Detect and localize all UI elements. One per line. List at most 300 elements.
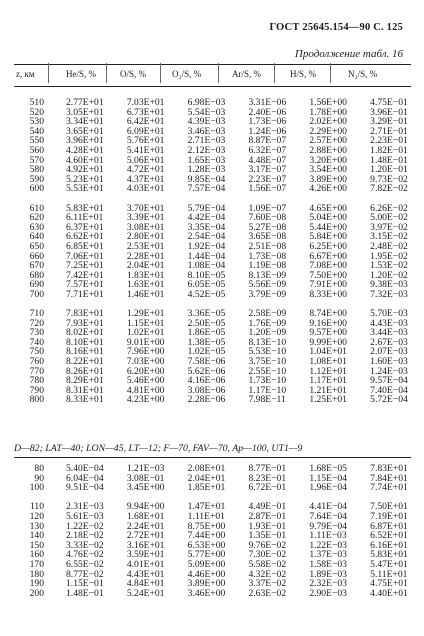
altitude-cell: 130 — [29, 521, 44, 532]
altitude-cell: 790 — [29, 385, 44, 396]
value-cell: 8.10E−05 — [187, 270, 226, 281]
value-cell: 8.13E−09 — [248, 270, 287, 281]
value-cell: 3.70E+01 — [126, 203, 165, 214]
value-cell: 8.22E+01 — [66, 357, 104, 367]
value-cell: 5.47E+01 — [370, 559, 408, 570]
value-cell: 1.09E−07 — [248, 203, 287, 214]
value-cell: 1.44E−04 — [187, 251, 226, 262]
value-cell: 6.04E−04 — [66, 473, 104, 484]
value-cell: 6.20E+00 — [126, 366, 165, 377]
altitude-cell: 770 — [29, 366, 44, 377]
value-cell: 4.28E+01 — [66, 145, 104, 156]
value-cell: 8.16E+01 — [66, 347, 104, 358]
column-header: H/S, % — [290, 69, 317, 79]
value-cell: 9.94E+00 — [126, 502, 165, 512]
value-cell: 1.76E−09 — [248, 318, 287, 329]
value-cell: 1.95E−02 — [370, 251, 408, 262]
table-row — [14, 309, 411, 319]
value-cell: 2.23E−07 — [248, 174, 287, 185]
altitude-cell: 100 — [29, 483, 44, 493]
value-cell: 2.54E−04 — [187, 232, 226, 242]
value-cell: 2.24E+01 — [126, 521, 165, 532]
value-cell: 5.83E+01 — [370, 550, 408, 560]
table-row — [14, 550, 411, 560]
value-cell: 1.04E+01 — [309, 347, 347, 358]
value-cell: 7.57E+01 — [66, 280, 104, 290]
altitude-cell: 610 — [29, 203, 44, 214]
table-row — [14, 108, 411, 118]
table-row — [14, 483, 411, 493]
altitude-cell: 550 — [29, 136, 44, 146]
value-cell: 7.83E+01 — [370, 464, 408, 474]
table-row — [14, 474, 411, 484]
value-cell: 6.25E+00 — [309, 241, 347, 252]
value-cell: 4.81E+00 — [126, 385, 165, 396]
value-cell: 2.87E−01 — [248, 511, 287, 522]
altitude-cell: 160 — [29, 550, 44, 560]
value-cell: 3.17E−07 — [248, 165, 287, 175]
value-cell: 4.84E+01 — [126, 579, 165, 589]
value-cell: 1.24E−03 — [370, 366, 408, 377]
table-row — [14, 376, 411, 386]
table-row — [14, 280, 411, 290]
value-cell: 7.40E−04 — [370, 385, 408, 396]
altitude-cell: 760 — [29, 357, 44, 367]
value-cell: 4.01E+01 — [126, 559, 165, 570]
value-cell: 7.71E+01 — [66, 289, 104, 300]
altitude-cell: 670 — [29, 261, 44, 271]
value-cell: 1.11E−03 — [309, 531, 347, 541]
value-cell: 5.53E+01 — [66, 184, 104, 194]
value-cell: 1.08E+01 — [309, 357, 347, 367]
value-cell: 1.56E−07 — [248, 184, 287, 194]
value-cell: 6.32E−07 — [248, 145, 287, 156]
value-cell: 7.42E+01 — [66, 270, 104, 281]
value-cell: 7.08E+00 — [309, 261, 347, 271]
value-cell: 3.37E−02 — [248, 579, 287, 589]
value-cell: 8.33E+01 — [66, 395, 104, 405]
value-cell: 4.60E+01 — [66, 155, 104, 166]
value-cell: 5.00E−02 — [370, 213, 408, 223]
value-cell: 5.72E−04 — [370, 395, 408, 405]
value-cell: 2.88E+00 — [309, 145, 347, 156]
value-cell: 8.31E+01 — [66, 385, 104, 396]
altitude-cell: 800 — [29, 395, 44, 405]
value-cell: 2.67E−03 — [370, 337, 408, 348]
value-cell: 6.26E−02 — [370, 203, 408, 214]
value-cell: 5.40E−04 — [66, 464, 104, 474]
value-cell: 1.53E−02 — [370, 261, 408, 271]
table-row — [14, 502, 411, 512]
value-cell: 5.44E+00 — [309, 222, 347, 233]
table-row — [14, 242, 411, 252]
table-row — [14, 589, 411, 599]
value-cell: 9.99E+00 — [309, 337, 347, 348]
value-cell: 3.65E+01 — [66, 126, 104, 137]
table-row — [14, 319, 411, 329]
value-cell: 4.76E−02 — [66, 550, 104, 560]
value-cell: 3.08E−06 — [187, 385, 226, 396]
value-cell: 1.02E−05 — [187, 347, 226, 358]
value-cell: 5.54E−03 — [187, 107, 226, 118]
value-cell: 1.19E−08 — [248, 261, 287, 271]
value-cell: 1.58E−03 — [309, 559, 347, 570]
value-cell: 5.11E+01 — [370, 569, 408, 580]
table-row — [14, 213, 411, 223]
altitude-cell: 650 — [29, 241, 44, 252]
value-cell: 1.28E−03 — [187, 165, 226, 175]
value-cell: 7.57E−04 — [187, 184, 226, 194]
value-cell: 9.38E−03 — [370, 280, 408, 290]
value-cell: 1.25E+01 — [309, 395, 347, 405]
value-cell: 7.50E+01 — [370, 502, 408, 512]
value-cell: 1.82E−01 — [370, 145, 408, 156]
value-cell: 3.44E−03 — [370, 328, 408, 338]
table-row — [14, 328, 411, 338]
value-cell: 1.21E−03 — [126, 464, 165, 474]
value-cell: 3.46E−03 — [187, 126, 226, 137]
value-cell: 4.52E−05 — [187, 289, 226, 300]
table-row — [14, 184, 411, 194]
value-cell: 4.23E+00 — [126, 395, 165, 405]
value-cell: 2.51E−08 — [248, 241, 287, 252]
value-cell: 7.32E−03 — [370, 289, 408, 300]
value-cell: 1.92E−04 — [187, 241, 226, 252]
value-cell: 2.23E−01 — [370, 136, 408, 146]
column-header-row — [14, 69, 411, 83]
altitude-cell: 510 — [29, 98, 44, 108]
value-cell: 6.53E+00 — [187, 540, 226, 551]
altitude-cell: 180 — [29, 569, 44, 580]
model-parameters-line: D—82; LAT—40; LON—45, LT—12; F—70, FAV—70, Ap—100, UT1—9 — [14, 443, 303, 454]
value-cell: 2.80E+01 — [126, 232, 165, 242]
value-cell: 6.67E+00 — [309, 251, 347, 262]
table-row — [14, 522, 411, 532]
value-cell: 1.85E+01 — [187, 483, 226, 493]
value-cell: 3.08E−01 — [126, 473, 165, 484]
value-cell: 3.34E+01 — [66, 117, 104, 127]
value-cell: 2.02E+00 — [309, 117, 347, 127]
value-cell: 8.13E−10 — [248, 337, 287, 348]
value-cell: 8.75E+00 — [187, 521, 226, 532]
value-cell: 5.24E+01 — [126, 588, 165, 599]
table-row — [14, 560, 411, 570]
value-cell: 2.32E−03 — [309, 579, 347, 589]
value-cell: 7.98E−11 — [248, 395, 286, 405]
altitude-cell: 750 — [29, 347, 44, 358]
value-cell: 2.18E−02 — [66, 531, 104, 541]
value-cell: 6.52E+01 — [370, 531, 408, 541]
value-cell: 5.77E+00 — [187, 550, 226, 560]
altitude-cell: 580 — [29, 165, 44, 175]
value-cell: 2.50E−05 — [187, 318, 226, 329]
value-cell: 7.30E−02 — [248, 550, 287, 560]
table-row — [14, 136, 411, 146]
altitude-cell: 530 — [29, 117, 44, 127]
value-cell: 5.53E−10 — [248, 347, 287, 358]
value-cell: 1.86E−05 — [187, 328, 226, 338]
second-section-top-rule — [14, 457, 411, 458]
value-cell: 4.32E−02 — [248, 569, 287, 580]
value-cell: 6.85E+01 — [66, 241, 104, 252]
value-cell: 4.03E+01 — [126, 184, 165, 194]
value-cell: 4.41E−04 — [309, 502, 347, 512]
value-cell: 2.40E−06 — [248, 107, 287, 118]
table-row — [14, 512, 411, 522]
value-cell: 2.71E−01 — [370, 126, 408, 137]
altitude-cell: 640 — [29, 232, 44, 242]
value-cell: 4.75E+01 — [370, 579, 408, 589]
altitude-cell: 80 — [34, 464, 44, 474]
page-header: ГОСТ 25645.154—90 С. 125 — [269, 22, 403, 33]
value-cell: 4.75E−01 — [370, 98, 408, 108]
value-cell: 5.61E−03 — [66, 511, 104, 522]
altitude-cell: 110 — [29, 502, 44, 512]
value-cell: 8.77E−02 — [66, 569, 104, 580]
table-row — [14, 223, 411, 233]
value-cell: 6.05E−05 — [187, 280, 226, 290]
value-cell: 9.73E−02 — [370, 174, 408, 185]
value-cell: 3.15E−02 — [370, 232, 408, 242]
value-cell: 2.28E+01 — [126, 251, 165, 262]
value-cell: 4.39E−03 — [187, 117, 226, 127]
value-cell: 4.37E+01 — [126, 174, 165, 185]
data-table-80-200 — [14, 464, 411, 598]
value-cell: 7.50E+00 — [309, 270, 347, 281]
altitude-cell: 560 — [29, 145, 44, 156]
value-cell: 6.72E−01 — [248, 483, 287, 493]
value-cell: 3.89E+00 — [309, 174, 347, 185]
value-cell: 7.44E+00 — [187, 531, 226, 541]
value-cell: 5.76E+01 — [126, 136, 165, 146]
table-continuation-label: Продолжение табл. 16 — [294, 48, 403, 60]
value-cell: 3.20E+00 — [309, 155, 347, 166]
value-cell: 1.96E−04 — [309, 483, 347, 493]
value-cell: 6.09E+01 — [126, 126, 165, 137]
table-row — [14, 464, 411, 474]
value-cell: 8.26E+01 — [66, 366, 104, 377]
value-cell: 9.01E+00 — [126, 337, 165, 348]
value-cell: 1.17E−10 — [248, 385, 287, 396]
value-cell: 2.07E−03 — [370, 347, 408, 358]
value-cell: 3.96E−01 — [370, 107, 408, 118]
value-cell: 4.48E−07 — [248, 155, 287, 166]
header-bottom-rule — [14, 86, 411, 87]
value-cell: 2.48E−02 — [370, 241, 408, 252]
altitude-cell: 620 — [29, 213, 44, 223]
value-cell: 1.29E+01 — [126, 309, 165, 319]
value-cell: 2.72E+01 — [126, 531, 165, 541]
value-cell: 5.09E+00 — [187, 559, 226, 570]
column-header: Ar/S, % — [232, 69, 261, 79]
value-cell: 9.57E−04 — [370, 376, 408, 386]
value-cell: 6.37E+01 — [66, 222, 104, 233]
value-cell: 3.59E+01 — [126, 550, 165, 560]
altitude-cell: 700 — [29, 289, 44, 300]
table-row — [14, 252, 411, 262]
value-cell: 4.49E−01 — [248, 502, 287, 512]
table-row — [14, 232, 411, 242]
altitude-cell: 690 — [29, 280, 44, 290]
value-cell: 2.28E−06 — [187, 395, 226, 405]
value-cell: 7.03E+01 — [126, 98, 165, 108]
value-cell: 1.47E+01 — [187, 502, 226, 512]
value-cell: 7.84E+01 — [370, 473, 408, 484]
value-cell: 1.78E+00 — [309, 107, 347, 118]
value-cell: 1.15E−01 — [66, 579, 104, 589]
value-cell: 2.77E+01 — [66, 98, 104, 108]
value-cell: 9.51E−04 — [66, 483, 104, 493]
value-cell: 7.06E+01 — [66, 251, 104, 262]
table-row — [14, 261, 411, 271]
altitude-cell: 720 — [29, 318, 44, 329]
altitude-cell: 570 — [29, 155, 44, 166]
altitude-cell: 680 — [29, 270, 44, 281]
value-cell: 3.89E+00 — [187, 579, 226, 589]
value-cell: 2.29E+00 — [309, 126, 347, 137]
value-cell: 3.39E+01 — [126, 213, 165, 223]
table-row — [14, 570, 411, 580]
value-cell: 4.16E−06 — [187, 376, 226, 386]
value-cell: 1.60E−03 — [370, 357, 408, 367]
altitude-cell: 120 — [29, 511, 44, 522]
value-cell: 3.75E−10 — [248, 357, 287, 367]
value-cell: 7.60E−08 — [248, 213, 287, 223]
value-cell: 4.92E+01 — [66, 165, 104, 175]
value-cell: 2.04E+01 — [187, 473, 226, 484]
value-cell: 3.16E+01 — [126, 540, 165, 551]
value-cell: 1.65E−03 — [187, 155, 226, 166]
value-cell: 3.54E+00 — [309, 165, 347, 175]
value-cell: 6.11E+01 — [66, 213, 104, 223]
altitude-cell: 780 — [29, 376, 44, 386]
value-cell: 5.58E−02 — [248, 559, 287, 570]
value-cell: 3.79E−09 — [248, 289, 287, 300]
value-cell: 1.12E+01 — [309, 366, 347, 377]
value-cell: 4.72E+01 — [126, 165, 165, 175]
value-cell: 6.62E+01 — [66, 232, 104, 242]
value-cell: 2.71E−03 — [187, 136, 226, 146]
value-cell: 4.42E−04 — [187, 213, 226, 223]
value-cell: 7.83E+01 — [66, 309, 104, 319]
value-cell: 1.48E−01 — [370, 155, 408, 166]
value-cell: 2.31E−03 — [66, 502, 104, 512]
block-spacer — [14, 194, 411, 204]
table-row — [14, 117, 411, 127]
column-header: O/S, % — [120, 69, 147, 79]
value-cell: 1.15E−04 — [309, 473, 347, 484]
value-cell: 1.89E−03 — [309, 569, 347, 580]
value-cell: 9.16E+00 — [309, 318, 347, 329]
value-cell: 2.58E−09 — [248, 309, 287, 319]
value-cell: 8.87E−07 — [248, 136, 287, 146]
value-cell: 8.77E−01 — [248, 464, 287, 474]
value-cell: 1.37E−03 — [309, 550, 347, 560]
value-cell: 9.79E−04 — [309, 521, 347, 532]
altitude-cell: 710 — [29, 309, 44, 319]
value-cell: 7.82E−02 — [370, 184, 408, 194]
value-cell: 6.98E−03 — [187, 98, 226, 108]
value-cell: 5.70E−03 — [370, 309, 408, 319]
column-header: O₂/S, % — [172, 69, 202, 79]
value-cell: 8.10E+01 — [66, 337, 104, 348]
value-cell: 7.58E−06 — [187, 357, 226, 367]
value-cell: 1.68E+01 — [126, 511, 165, 522]
value-cell: 7.74E+01 — [370, 483, 408, 493]
value-cell: 1.11E+01 — [187, 511, 225, 522]
altitude-cell: 520 — [29, 107, 44, 118]
table-row — [14, 98, 411, 108]
value-cell: 1.22E−03 — [309, 540, 347, 551]
value-cell: 2.57E+00 — [309, 136, 347, 146]
table-row — [14, 204, 411, 214]
value-cell: 3.31E−06 — [248, 98, 287, 108]
altitude-cell: 660 — [29, 251, 44, 262]
value-cell: 3.29E−01 — [370, 117, 408, 127]
value-cell: 5.46E+00 — [126, 376, 165, 386]
block-spacer — [14, 493, 411, 503]
value-cell: 8.23E−01 — [248, 473, 287, 484]
altitude-cell: 740 — [29, 337, 44, 348]
table-row — [14, 338, 411, 348]
value-cell: 1.68E−05 — [309, 464, 347, 474]
value-cell: 1.21E+01 — [309, 385, 347, 396]
value-cell: 1.93E−01 — [248, 521, 287, 532]
value-cell: 1.73E−06 — [248, 117, 287, 127]
table-row — [14, 386, 411, 396]
table-row — [14, 395, 411, 405]
value-cell: 9.57E+00 — [309, 328, 347, 338]
table-row — [14, 357, 411, 367]
value-cell: 6.73E+01 — [126, 107, 165, 118]
value-cell: 1.24E−06 — [248, 126, 287, 137]
table-row — [14, 347, 411, 357]
value-cell: 1.20E−01 — [370, 165, 408, 175]
value-cell: 3.05E+01 — [66, 107, 104, 118]
value-cell: 4.46E+00 — [187, 569, 226, 580]
value-cell: 8.29E+01 — [66, 376, 104, 386]
value-cell: 7.25E+01 — [66, 261, 104, 271]
column-header: He/S, % — [66, 69, 96, 79]
table-row — [14, 156, 411, 166]
value-cell: 5.06E+01 — [126, 155, 165, 166]
value-cell: 3.45E+00 — [126, 483, 165, 493]
value-cell: 5.23E+01 — [66, 174, 104, 185]
value-cell: 5.56E−09 — [248, 280, 287, 290]
altitude-cell: 90 — [34, 473, 44, 484]
value-cell: 1.20E−02 — [370, 270, 408, 281]
column-header: N₂/S, % — [348, 69, 378, 79]
altitude-cell: 630 — [29, 222, 44, 233]
value-cell: 5.79E−04 — [187, 203, 226, 214]
table-row — [14, 165, 411, 175]
table-row — [14, 290, 411, 300]
altitude-cell: 170 — [29, 559, 44, 570]
table-row — [14, 579, 411, 589]
value-cell: 1.63E+01 — [126, 280, 165, 290]
table-row — [14, 271, 411, 281]
value-cell: 2.12E−03 — [187, 145, 226, 156]
altitude-cell: 150 — [29, 540, 44, 551]
value-cell: 6.87E+01 — [370, 521, 408, 532]
table-row — [14, 531, 411, 541]
value-cell: 4.65E+00 — [309, 203, 347, 214]
altitude-cell: 190 — [29, 579, 44, 589]
altitude-cell: 590 — [29, 174, 44, 185]
value-cell: 1.73E−08 — [248, 251, 287, 262]
altitude-cell: 140 — [29, 531, 44, 541]
value-cell: 4.43E−03 — [370, 318, 408, 329]
